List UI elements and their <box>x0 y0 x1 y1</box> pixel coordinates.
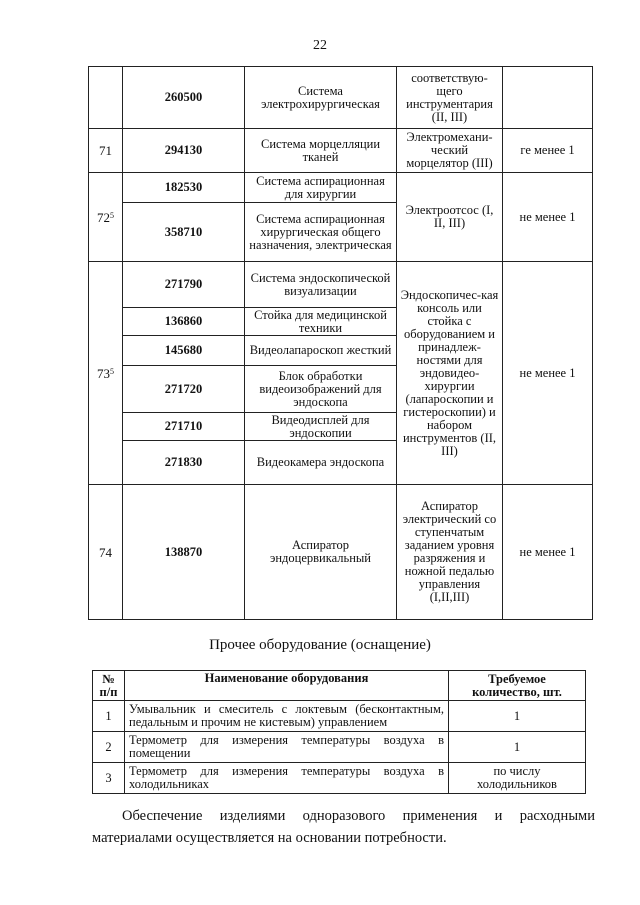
equipment-class: соответствую-щего инструментария (II, III) <box>397 67 503 129</box>
row-number: 74 <box>89 485 123 620</box>
row-number: 3 <box>93 763 125 794</box>
other-equipment-table <box>92 670 586 794</box>
equipment-name: Стойка для медицинской техники <box>245 308 397 336</box>
equipment-name: Термометр для измерения температуры воздуха в холодильниках <box>125 763 449 794</box>
table-row <box>89 173 593 203</box>
table-row <box>93 732 586 763</box>
equipment-code: 271790 <box>123 262 245 308</box>
equipment-code: 271830 <box>123 441 245 485</box>
equipment-name: Система морцелляции тканей <box>245 129 397 173</box>
equipment-name: Видеодисплей для эндоскопии <box>245 413 397 441</box>
equipment-code: 136860 <box>123 308 245 336</box>
table-row <box>89 129 593 173</box>
equipment-name: Блок обработки видеоизображений для эндоскопа <box>245 366 397 413</box>
equipment-class: Электромехани-ческий морцелятор (III) <box>397 129 503 173</box>
equipment-code: 294130 <box>123 129 245 173</box>
header-name: Наименование оборудования <box>125 671 449 701</box>
required-qty: по числу холодильников <box>449 763 586 794</box>
table-header-row <box>93 671 586 701</box>
row-number <box>89 67 123 129</box>
equipment-code: 138870 <box>123 485 245 620</box>
equipment-name: Аспиратор эндоцервикальный <box>245 485 397 620</box>
required-qty: не менее 1 <box>503 485 593 620</box>
table-row <box>89 262 593 308</box>
equipment-name: Видеолапароскоп жесткий <box>245 336 397 366</box>
page-number: 22 <box>313 38 327 53</box>
required-qty: не менее 1 <box>503 173 593 262</box>
table-row <box>93 763 586 794</box>
equipment-name: Термометр для измерения температуры воздуха в помещении <box>125 732 449 763</box>
row-number: $73^5$ <box>89 262 123 485</box>
equipment-code: 145680 <box>123 336 245 366</box>
required-qty: 1 <box>449 701 586 732</box>
equipment-code: 260500 <box>123 67 245 129</box>
row-number: $72^5$ <box>89 173 123 262</box>
required-qty: ге менее 1 <box>503 129 593 173</box>
required-qty: не менее 1 <box>503 262 593 485</box>
required-qty: 1 <box>449 732 586 763</box>
required-qty <box>503 67 593 129</box>
equipment-name: Система электрохирургическая <box>245 67 397 129</box>
equipment-name: Система эндоскопической визуализации <box>245 262 397 308</box>
equipment-code: 271720 <box>123 366 245 413</box>
equipment-table <box>88 66 593 620</box>
equipment-class: Эндоскопичес-кая консоль или стойка с оборудованием и принадлеж-ностями для эндовидео-хирургии (лапароскопии и гистероскопии) и набором инструментов (II, III) <box>397 262 503 485</box>
equipment-name: Умывальник и смеситель с локтевым (бесконтактным, педальным и прочим не кистевым) управлением <box>125 701 449 732</box>
equipment-name: Система аспирационная хирургическая общего назначения, электрическая <box>245 203 397 262</box>
equipment-code: 358710 <box>123 203 245 262</box>
row-number: 71 <box>89 129 123 173</box>
section-heading: Прочее оборудование (оснащение) <box>209 637 431 653</box>
equipment-class: Электроотсос (I, II, III) <box>397 173 503 262</box>
row-number: 1 <box>93 701 125 732</box>
table-row <box>89 67 593 129</box>
row-number: 2 <box>93 732 125 763</box>
header-num: № п/п <box>93 671 125 701</box>
table-row <box>93 701 586 732</box>
equipment-code: 271710 <box>123 413 245 441</box>
equipment-code: 182530 <box>123 173 245 203</box>
equipment-class: Аспиратор электрический со ступенчатым заданием уровня разряжения и ножной педалью управления (I,II,III) <box>397 485 503 620</box>
equipment-name: Система аспирационная для хирургии <box>245 173 397 203</box>
header-qty: Требуемое количество, шт. <box>449 671 586 701</box>
equipment-name: Видеокамера эндоскопа <box>245 441 397 485</box>
table-row <box>89 485 593 620</box>
footer-paragraph: Обеспечение изделиями одноразового применения и расходными материалами осуществляется на основании потребности. <box>92 808 595 846</box>
